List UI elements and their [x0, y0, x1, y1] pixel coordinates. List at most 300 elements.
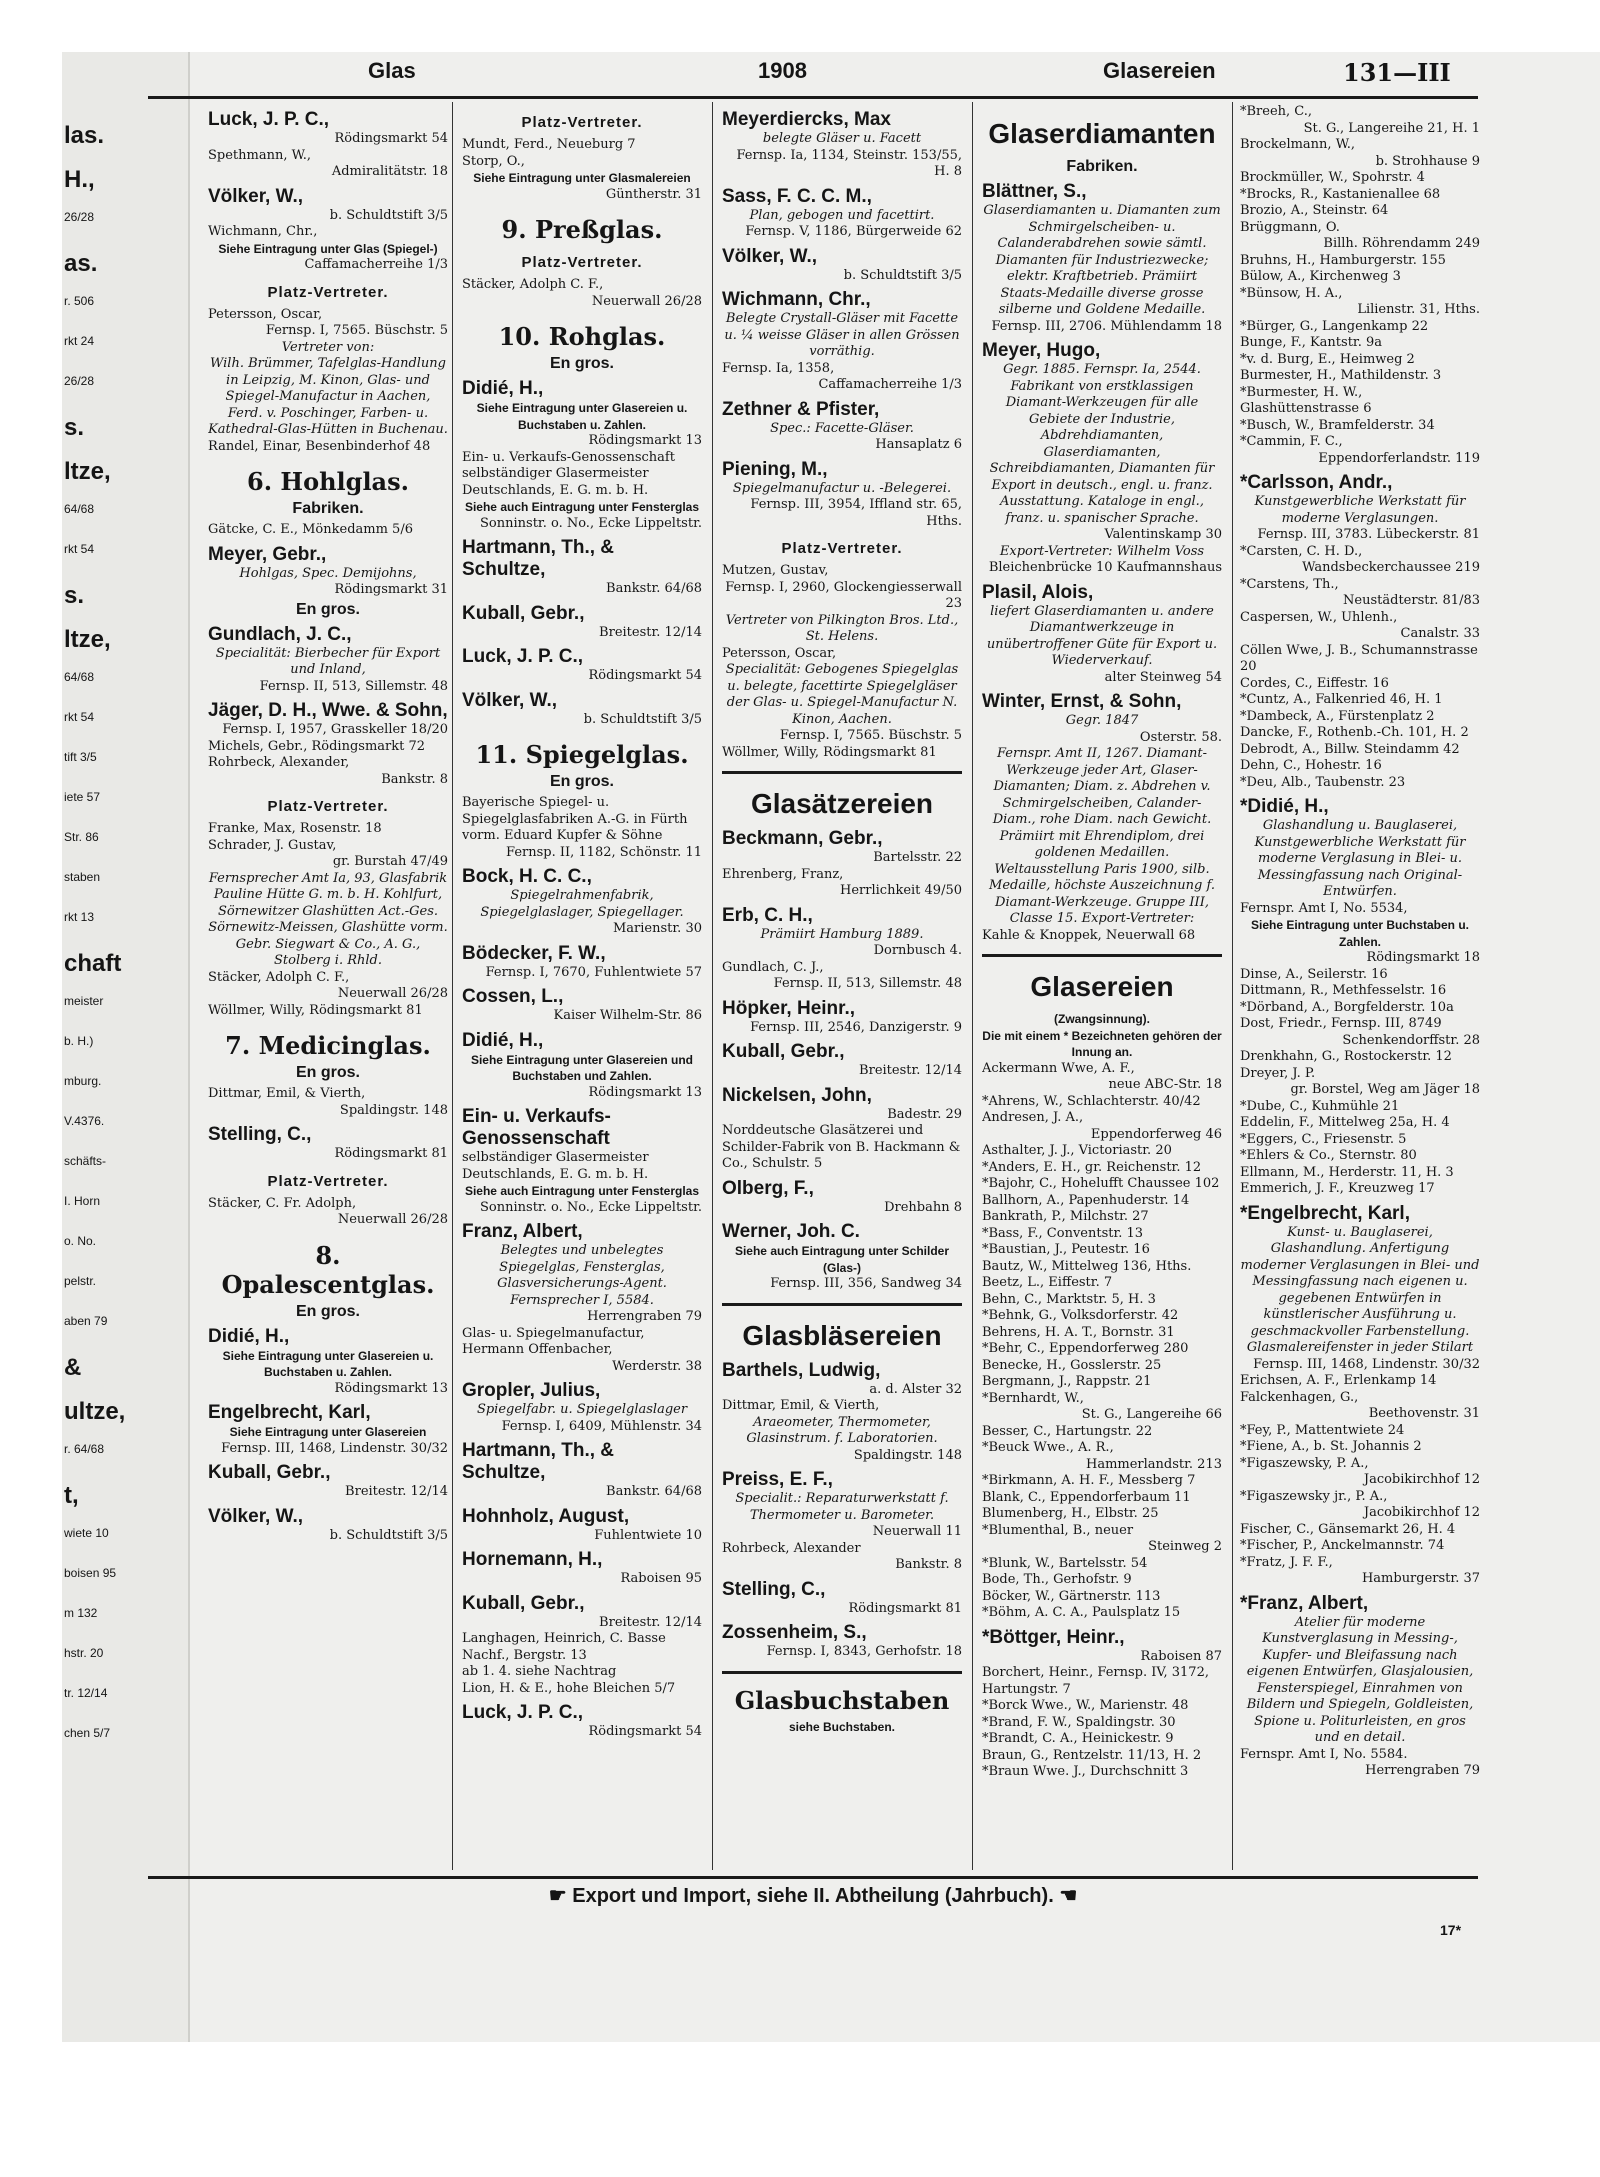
- entry-note: Siehe Eintragung unter Buchstaben u. Zahlen.: [1250, 918, 1470, 949]
- entry-text: *Burmester, H. W., Glashüttenstrasse 6: [1240, 384, 1372, 416]
- entry-address: Beethovenstr. 31: [1368, 1406, 1480, 1421]
- entry-address: Rödingsmarkt 81: [848, 1600, 962, 1616]
- entry-address: Fernsp. V, 1186, Bürgerweide 62: [745, 224, 962, 239]
- gutter-fragment: &: [64, 1354, 82, 1381]
- entry-text: Ein- u. Verkaufs-Genossenschaft selbständiger Glasermeister Deutschlands, E. G. m. b. H.: [462, 449, 675, 498]
- gutter-fragment: meister: [64, 994, 104, 1008]
- entry-text: Eddelin, F., Mittelweg 25a, H. 4: [1240, 1115, 1450, 1130]
- entry-text: Emmerich, J. F., Kreuzweg 17: [1240, 1181, 1435, 1196]
- entry-text: *Carsten, C. H. D.,: [1240, 543, 1363, 559]
- entry-description: Vertreter von:: [281, 339, 375, 355]
- entry-address: Steinweg 2: [1148, 1539, 1222, 1554]
- entry-address: b. Schuldtstift 3/5: [583, 711, 702, 727]
- entry-text: Franke, Max, Rosenstr. 18: [208, 821, 382, 836]
- entry-address: Dornbusch 4.: [873, 943, 962, 958]
- entry-text: selbständiger Glasermeister Deutschlands, E. G. m. b. H.: [462, 1150, 649, 1182]
- entry-address: Badestr. 29: [887, 1106, 962, 1122]
- entry-text: Blank, C., Eppendorferbaum 11: [982, 1489, 1191, 1505]
- entry-note: Siehe Eintragung unter Glasereien und Buchstaben und Zahlen.: [470, 1052, 694, 1083]
- entry-text: Gätcke, C. E., Mönkedamm 5/6: [208, 522, 413, 537]
- gutter-fragment: iete 57: [64, 790, 101, 804]
- sub-heading: En gros.: [295, 1064, 360, 1081]
- entry-text: *Bernhardt, W.,: [982, 1390, 1084, 1406]
- gutter-fragment: schäfts-: [64, 1154, 107, 1168]
- entry-address: Fernsp. I, 1957, Grasskeller 18/20: [222, 722, 448, 737]
- entry-text: Brüggmann, O.: [1240, 219, 1340, 235]
- gutter-fragment: 64/68: [64, 502, 95, 516]
- entry-name: Wichmann, Chr.,: [722, 289, 871, 310]
- entry-name: Kuball, Gebr.,: [722, 1041, 845, 1062]
- entry-note: Siehe auch Eintragung unter Schilder (Glas-): [734, 1244, 950, 1275]
- entry-name: Blättner, S.,: [982, 181, 1087, 202]
- entry-text: Ehrenberg, Franz,: [722, 866, 844, 882]
- entry-text: Erichsen, A. F., Erlenkamp 14: [1240, 1373, 1437, 1388]
- entry-text: Fernspr. Amt I, No. 5584.: [1240, 1746, 1408, 1762]
- entry-address: Admiralitätstr. 18: [331, 164, 448, 179]
- entry-description: Spiegelrahmenfabrik, Spiegelglaslager, Spiegellager.: [480, 888, 684, 920]
- entry-address: Caffamacherreihe 1/3: [818, 377, 962, 392]
- entry-note: Siehe Eintragung unter Glasereien u. Buchstaben u. Zahlen.: [476, 401, 688, 432]
- gutter-fragment: V.4376.: [64, 1114, 105, 1128]
- entry-text: Brockelmann, W.,: [1240, 137, 1356, 152]
- entry-description: Kunstgewerbliche Werkstatt für moderne Verglasungen.: [1254, 494, 1466, 526]
- entry-name: Völker, W.,: [462, 689, 558, 711]
- section-heading: Platz-Vertreter.: [267, 798, 389, 815]
- entry-name: Bödecker, F. W.,: [462, 942, 606, 964]
- entry-text: Dreyer, J. P.: [1240, 1065, 1316, 1081]
- gutter-fragment: as.: [64, 250, 98, 277]
- entry-name: Piening, M.,: [722, 458, 828, 480]
- entry-address: Raboisen 95: [620, 1571, 702, 1586]
- entry-text: Beetz, L., Eiffestr. 7: [982, 1275, 1113, 1290]
- entry-text: Norddeutsche Glasätzerei und Schilder-Fabrik von B. Hackmann & Co., Schulstr. 5: [722, 1123, 961, 1171]
- section-title: Glasätzereien: [750, 788, 934, 819]
- entry-address: Bleichenbrücke 10 Kaufmannshaus: [988, 560, 1222, 575]
- entry-text: Ballhorn, A., Papenhuderstr. 14: [982, 1192, 1190, 1208]
- entry-text: Stäcker, C. Fr. Adolph,: [208, 1195, 357, 1211]
- entry-address: Bankstr. 8: [895, 1557, 962, 1572]
- gutter-fragment: b. H.): [64, 1034, 94, 1048]
- entry-text: Stäcker, Adolph C. F.,: [462, 277, 604, 292]
- entry-text: Behrens, H. A. T., Bornstr. 31: [982, 1324, 1175, 1340]
- entry-text: *Braun Wwe. J., Durchschnitt 3: [982, 1764, 1189, 1779]
- entry-address: Rödingsmarkt 31: [334, 582, 448, 597]
- entry-text: Glas- u. Spiegelmanufactur, Hermann Offenbacher,: [462, 1325, 645, 1357]
- entry-text: ab 1. 4. siehe Nachtrag: [462, 1664, 617, 1679]
- entry-address: Wandsbeckerchaussee 219: [1302, 560, 1480, 575]
- entry-address: Herrengraben 79: [587, 1309, 702, 1324]
- entry-address: b. Schuldtstift 3/5: [843, 267, 962, 283]
- entry-text: Rohrbeck, Alexander: [722, 1540, 861, 1556]
- column-divider: [972, 102, 973, 1870]
- entry-address: Hammerlandstr. 213: [1085, 1456, 1222, 1472]
- entry-address: Fernsp. III, 2706. Mühlendamm 18: [991, 318, 1222, 334]
- entry-text: *Fey, P., Mattentwiete 24: [1240, 1422, 1405, 1438]
- gutter-fragment: boisen 95: [64, 1566, 117, 1580]
- entry-text: Storp, O.,: [462, 153, 525, 169]
- entry-name: Kuball, Gebr.,: [208, 1462, 331, 1483]
- header-page: 131—III: [1343, 58, 1451, 87]
- section-title: Glasereien: [1030, 971, 1174, 1002]
- entry-description: Kunst- u. Bauglaserei, Glashandlung. Anfertigung moderner Verglasungen in Blei- und Messingfassung nach eigenen u. gegebenen Entwürfen in künstlerischer Ausführung u. geschmackvoller Farbenstellung. Glasmalereifenster in jeder Stilart: [1240, 1224, 1480, 1355]
- entry-text: Bayerische Spiegel- u. Spiegelglasfabriken A.-G. in Fürth vorm. Eduard Kupfer & Söhne: [462, 795, 688, 843]
- entry-text: *Fischer, P., Anckelmannstr. 74: [1240, 1538, 1445, 1553]
- entry-text: *Deu, Alb., Taubenstr. 23: [1240, 774, 1406, 790]
- entry-name: *Didié, H.,: [1240, 796, 1329, 817]
- entry-text: Petersson, Oscar,: [722, 645, 837, 661]
- gutter-fragment: chen 5/7: [64, 1726, 111, 1740]
- entry-address: Jacobikirchhof 12: [1363, 1472, 1480, 1487]
- entry-text: *Blumenthal, B., neuer: [982, 1522, 1134, 1538]
- entry-text: *Beuck Wwe., A. R.,: [982, 1440, 1114, 1455]
- entry-text: Lion, H. & E., hohe Bleichen 5/7: [462, 1680, 676, 1696]
- gutter-fragment: las.: [64, 122, 105, 149]
- entry-address: Fernsp. Ia, 1134, Steinstr. 153/55, H. 8: [736, 147, 962, 179]
- entry-address: a. d. Alster 32: [869, 1381, 962, 1397]
- entry-address: Billh. Röhrendamm 249: [1323, 236, 1480, 251]
- gutter-fragment: 26/28: [64, 210, 95, 224]
- sub-heading: Fabriken.: [292, 500, 364, 517]
- sub-heading: Fabriken.: [1066, 158, 1138, 175]
- entry-text: *Figaszewsky jr., P. A.,: [1240, 1488, 1388, 1504]
- entry-text: *Cuntz, A., Falkenried 46, H. 1: [1240, 692, 1443, 707]
- entry-text: *Fiene, A., b. St. Johannis 2: [1240, 1439, 1422, 1454]
- entry-address: Neuerwall 26/28: [591, 293, 702, 309]
- entry-description: Fernsprecher Amt Ia, 93, Glasfabrik Pauline Hütte G. m. b. H. Kohlfurt, Sörnewitzer Glashütten Act.-Ges. Sörnewitz-Meissen, Glashütte vorm. Gebr. Siegwart & Co., A. G., Stolberg i. Rhld.: [208, 870, 448, 968]
- entry-note: (Zwangsinnung).: [1054, 1012, 1150, 1026]
- gutter-fragment: I. Horn: [64, 1194, 101, 1208]
- entry-name: Luck, J. P. C.,: [462, 1702, 584, 1723]
- entry-address: Rödingsmarkt 54: [588, 668, 702, 683]
- header-left: Glas: [368, 58, 416, 83]
- entry-text: Benecke, H., Gosslerstr. 25: [982, 1357, 1162, 1373]
- entry-address: Rödingsmarkt 13: [334, 1380, 448, 1396]
- entry-address: Fernsp. I, 7565. Büschstr. 5: [265, 323, 448, 338]
- section-heading: Platz-Vertreter.: [267, 283, 389, 301]
- entry-name: Olberg, F.,: [722, 1177, 814, 1199]
- entry-text: *Bass, F., Conventstr. 13: [982, 1225, 1144, 1241]
- entry-address: Canalstr. 33: [1400, 626, 1480, 641]
- footer-rule: [148, 1876, 1478, 1879]
- entry-text: Cordes, C., Eiffestr. 16: [1240, 675, 1389, 691]
- entry-name: Plasil, Alois,: [982, 581, 1094, 603]
- entry-address: Breitestr. 12/14: [859, 1063, 962, 1078]
- gutter-fragment: s.: [64, 414, 85, 441]
- page-number: 17*: [1440, 1922, 1462, 1938]
- entry-text: Schrader, J. Gustav,: [208, 837, 337, 853]
- column-1: [208, 104, 448, 1870]
- entry-address: alter Steinweg 54: [1104, 669, 1222, 685]
- entry-text: *Bürger, G., Langenkamp 22: [1240, 318, 1429, 334]
- entry-text: *Breeh, C.,: [1240, 104, 1313, 119]
- entry-address: gr. Borstel, Weg am Jäger 18: [1290, 1082, 1480, 1097]
- entry-text: *Ehlers & Co., Sternstr. 80: [1240, 1148, 1417, 1163]
- entry-text: Dinse, A., Seilerstr. 16: [1240, 966, 1388, 982]
- entry-address: Fernsp. III, 356, Sandweg 34: [770, 1276, 962, 1291]
- entry-text: Michels, Gebr., Rödingsmarkt 72: [208, 738, 426, 754]
- sub-heading: En gros.: [549, 355, 614, 372]
- entry-description: Glaserdiamanten u. Diamanten zum Schmirgelscheiben- u. Calanderabdrehen sowie sämtl. Diamanten für Industriezwecke; elektr. Kraftbetrieb. Prämiirt Staats-Medaille diverse grosse silberne und Goldene Medaille.: [983, 203, 1221, 317]
- entry-name: Didié, H.,: [208, 1325, 290, 1347]
- entry-name: Meyerdiercks, Max: [722, 109, 891, 130]
- entry-address: Bartelsstr. 22: [873, 850, 962, 865]
- entry-name: Kuball, Gebr.,: [462, 602, 585, 624]
- entry-name: Ein- u. Verkaufs-Genossenschaft: [462, 1106, 611, 1149]
- entry-name: Nickelsen, John,: [722, 1084, 872, 1106]
- entry-text: Fernsp. Ia, 1358,: [722, 360, 835, 376]
- entry-address: Rödingsmarkt 54: [334, 131, 448, 146]
- entry-address: Eppendorferweg 46: [1090, 1126, 1222, 1142]
- entry-description: Araeometer, Thermometer, Glasinstrum. f. Laboratorien.: [746, 1414, 938, 1446]
- entry-name: Erb, C. H.,: [722, 904, 813, 926]
- entry-text: Asthalter, J. J., Victoriastr. 20: [982, 1143, 1172, 1158]
- gutter-fragment: 26/28: [64, 374, 95, 388]
- entry-description: Specialit.: Reparaturwerkstatt f. Thermometer u. Barometer.: [735, 1491, 949, 1523]
- entry-name: Zossenheim, S.,: [722, 1622, 867, 1643]
- entry-description: Hohlgas, Spec. Demijohns,: [239, 565, 417, 581]
- entry-address: Neuerwall 26/28: [337, 986, 448, 1001]
- entry-text: *Baustian, J., Peutestr. 16: [982, 1242, 1150, 1257]
- entry-text: Cöllen Wwe, J. B., Schumannstrasse 20: [1240, 642, 1478, 674]
- entry-text: *Brandt, C. A., Heinickestr. 9: [982, 1731, 1174, 1746]
- entry-text: Spethmann, W.,: [208, 147, 311, 163]
- entry-text: Ackermann Wwe, A. F.,: [982, 1060, 1135, 1076]
- gutter-fragment: pelstr.: [64, 1274, 97, 1288]
- entry-address: Bankstr. 64/68: [606, 1484, 702, 1499]
- gutter-fragment: t,: [64, 1482, 79, 1509]
- entry-text: *Carstens, Th.,: [1240, 576, 1339, 592]
- entry-name: Meyer, Hugo,: [982, 340, 1101, 361]
- entry-address: St. G., Langereihe 66: [1081, 1407, 1222, 1422]
- entry-address: Lilienstr. 31, Hths.: [1357, 302, 1480, 317]
- gutter-fragment: tr. 12/14: [64, 1686, 108, 1700]
- entry-note: Siehe Eintragung unter Glasmalereien: [473, 171, 691, 185]
- pointing-hand-icon: ☚: [1059, 1885, 1078, 1907]
- entry-text: *Dambeck, A., Fürstenplatz 2: [1240, 708, 1435, 724]
- gutter-fragment: chaft: [64, 950, 122, 977]
- footer-notice: [148, 1883, 1478, 1908]
- entry-description: Wilh. Brümmer, Tafelglas-Handlung in Leipzig, M. Kinon, Glas- und Spiegel-Manufactur in Aachen, Ferd. v. Poschinger, Farben- u. Kathedral-Glas-Hütten in Buchenau.: [208, 356, 448, 437]
- gutter-fragment: tift 3/5: [64, 750, 97, 764]
- entry-address: Breitestr. 12/14: [345, 1484, 448, 1499]
- entry-text: *Cammin, F. C.,: [1240, 434, 1343, 449]
- entry-note: Siehe Eintragung unter Glasereien: [229, 1425, 427, 1439]
- pointing-hand-icon: ☛: [548, 1885, 573, 1907]
- entry-name: *Franz, Albert,: [1240, 1592, 1369, 1614]
- gutter-fragment: rkt 13: [64, 910, 95, 924]
- category-heading: 11. Spiegelglas.: [475, 740, 689, 769]
- gutter-fragment: ultze,: [64, 1398, 126, 1425]
- entry-text: Böcker, W., Gärtnerstr. 113: [982, 1588, 1161, 1604]
- left-page-edge: [62, 52, 190, 2042]
- entry-address: Fernsp. I, 8343, Gerhofstr. 18: [766, 1644, 962, 1659]
- entry-text: Braun, G., Rentzelstr. 11/13, H. 2: [982, 1747, 1202, 1763]
- entry-description: Vertreter von Pilkington Bros. Ltd., St. Helens.: [725, 612, 959, 644]
- entry-description: Gegr. 1885. Fernspr. Ia, 2544. Fabrikant von erstklassigen Diamant-Werkzeugen für alle Gebiete der Industrie, Abdrehdiamanten, Glaserdiamanten, Schreibdiamanten, Diamanten für Export in deutsch., engl. u. franz. Ausstattung. Kataloge in engl., franz. u. spanischer Sprache.: [989, 362, 1215, 526]
- column-divider: [1232, 102, 1233, 1870]
- entry-description: Plan, gebogen und facettirt.: [749, 207, 935, 223]
- sub-heading: En gros.: [549, 773, 614, 790]
- entry-note: Siehe Eintragung unter Glasereien u. Buchstaben u. Zahlen.: [222, 1348, 434, 1379]
- gutter-fragment: mburg.: [64, 1074, 102, 1088]
- entry-text: Wöllmer, Willy, Rödingsmarkt 81: [722, 744, 937, 760]
- category-heading: 10. Rohglas.: [498, 322, 666, 351]
- entry-address: Rödingsmarkt 54: [588, 1724, 702, 1739]
- entry-name: Kuball, Gebr.,: [462, 1592, 585, 1614]
- entry-name: Zethner & Pfister,: [722, 398, 880, 420]
- footer-text: Export und Import, siehe II. Abtheilung (Jahrbuch).: [572, 1885, 1054, 1907]
- entry-address: Hansaplatz 6: [875, 437, 962, 452]
- entry-name: Barthels, Ludwig,: [722, 1359, 881, 1381]
- entry-name: Höpker, Heinr.,: [722, 997, 856, 1019]
- entry-description: Specialität: Gebogenes Spiegelglas u. belegte, facettirte Spiegelgläser der Glas- u. Spiegel-Manufactur N. Kinon, Aachen.: [725, 662, 959, 727]
- entry-text: Dehn, C., Hohestr. 16: [1240, 758, 1382, 773]
- section-heading: Platz-Vertreter.: [521, 114, 643, 131]
- entry-address: Neuerwall 26/28: [337, 1212, 448, 1227]
- entry-text: Rohrbeck, Alexander,: [208, 755, 350, 770]
- entry-address: Caffamacherreihe 1/3: [304, 257, 448, 272]
- entry-address: Fernsp. I, 7670, Fuhlentwiete 57: [485, 964, 702, 980]
- entry-name: Gropler, Julius,: [462, 1380, 601, 1401]
- entry-address: Fernsp. II, 513, Sillemstr. 48: [773, 976, 962, 991]
- gutter-fragment: H.,: [64, 166, 95, 193]
- entry-text: Bode, Th., Gerhofstr. 9: [982, 1572, 1132, 1587]
- entry-address: Bankstr. 8: [381, 771, 448, 787]
- entry-text: Randel, Einar, Besenbinderhof 48: [208, 438, 431, 454]
- entry-address: Fernsp. III, 1468, Lindenstr. 30/32: [1253, 1356, 1480, 1372]
- entry-text: Langhagen, Heinrich, C. Basse Nachf., Bergstr. 13: [462, 1631, 666, 1663]
- gutter-fragment: r. 506: [64, 294, 95, 308]
- entry-description: Specialität: Bierbecher für Export und Inland,: [215, 645, 441, 677]
- entry-address: Breitestr. 12/14: [599, 624, 702, 640]
- entry-text: Borchert, Heinr., Fernsp. IV, 3172, Hartungstr. 7: [982, 1665, 1209, 1697]
- entry-text: *v. d. Burg, E., Heimweg 2: [1240, 351, 1415, 367]
- entry-address: Fernsp. II, 1182, Schönstr. 11: [506, 844, 702, 860]
- category-heading: Glasbuchstaben: [734, 1685, 950, 1715]
- section-rule: [722, 1303, 962, 1306]
- entry-text: Bergmann, J., Rappstr. 21: [982, 1374, 1152, 1389]
- entry-address: Marienstr. 30: [613, 921, 702, 936]
- entry-text: Andresen, J. A.,: [982, 1110, 1084, 1125]
- entry-name: *Carlsson, Andr.,: [1240, 472, 1393, 493]
- entry-text: Wichmann, Chr.,: [208, 224, 318, 239]
- entry-text: *Busch, W., Bramfelderstr. 34: [1240, 417, 1435, 433]
- gutter-fragment: staben: [64, 870, 101, 884]
- entry-text: Dittmar, Emil, & Vierth,: [722, 1398, 880, 1413]
- entry-name: Didié, H.,: [462, 378, 544, 399]
- entry-address: Fernsp. I, 2960, Glockengiesserwall 23: [725, 579, 962, 611]
- gutter-fragment: o. No.: [64, 1234, 97, 1248]
- entry-text: Dancke, F., Rothenb.-Ch. 101, H. 2: [1240, 725, 1469, 740]
- entry-description: belegte Gläser u. Facett: [762, 131, 922, 146]
- entry-text: Falckenhagen, G.,: [1240, 1389, 1359, 1405]
- entry-note: Siehe Eintragung unter Glas (Spiegel-): [218, 241, 438, 256]
- header-rule: [148, 96, 1478, 99]
- sub-heading: En gros.: [295, 600, 360, 618]
- entry-text: Bunge, F., Kantstr. 9a: [1240, 335, 1382, 350]
- section-heading: Platz-Vertreter.: [521, 254, 643, 271]
- entry-address: Drehbahn 8: [884, 1199, 962, 1215]
- entry-text: *Dörband, A., Borgfelderstr. 10a: [1240, 999, 1454, 1015]
- entry-text: *Fratz, J. F. F.,: [1240, 1554, 1333, 1570]
- entry-address: Valentinskamp 30: [1104, 527, 1222, 542]
- entry-text: Bautz, W., Mittelweg 136, Hths.: [982, 1258, 1192, 1274]
- entry-text: Kahle & Knoppek, Neuerwall 68: [982, 927, 1196, 943]
- entry-address: Rödingsmarkt 18: [1366, 950, 1480, 965]
- entry-address: Fernsp. II, 513, Sillemstr. 48: [259, 678, 448, 694]
- running-header: [148, 58, 1478, 94]
- entry-address: Rödingsmarkt 13: [588, 1084, 702, 1100]
- entry-text: *Brocks, R., Kastanienallee 68: [1240, 186, 1441, 202]
- entry-text: *Eggers, C., Friesenstr. 5: [1240, 1131, 1407, 1147]
- entry-description: Belegtes und unbelegtes Spiegelglas, Fensterglas, Glasversicherungs-Agent. Fernsprecher I, 5584.: [497, 1243, 667, 1308]
- column-2: [462, 104, 702, 1870]
- entry-text: Caspersen, W., Uhlenh.,: [1240, 609, 1398, 625]
- entry-note: siehe Buchstaben.: [788, 1719, 896, 1734]
- entry-text: *Böhm, A. C. A., Paulsplatz 15: [982, 1605, 1181, 1620]
- entry-name: Jäger, D. H., Wwe. & Sohn,: [208, 700, 448, 721]
- entry-address: b. Schuldtstift 3/5: [329, 207, 448, 223]
- entry-name: Stelling, C.,: [208, 1124, 312, 1145]
- column-divider: [452, 102, 453, 1870]
- entry-name: Luck, J. P. C.,: [208, 109, 330, 130]
- entry-text: *Anders, E. H., gr. Reichenstr. 12: [982, 1159, 1202, 1175]
- entry-name: *Engelbrecht, Karl,: [1240, 1202, 1410, 1224]
- section-heading: Platz-Vertreter.: [267, 1172, 389, 1190]
- entry-address: Sonninstr. o. No., Ecke Lippeltstr.: [480, 1199, 702, 1215]
- header-year: 1908: [758, 58, 807, 83]
- entry-address: Kaiser Wilhelm-Str. 86: [553, 1008, 702, 1023]
- entry-address: neue ABC-Str. 18: [1108, 1077, 1222, 1092]
- entry-text: Petersson, Oscar,: [208, 306, 323, 322]
- gutter-fragment: rkt 54: [64, 710, 95, 724]
- entry-description: Spec.: Facette-Gläser.: [770, 420, 914, 436]
- entry-text: Mundt, Ferd., Neueburg 7: [462, 137, 636, 152]
- entry-address: Sonninstr. o. No., Ecke Lippeltstr.: [480, 515, 702, 531]
- entry-name: Winter, Ernst, & Sohn,: [982, 691, 1182, 712]
- entry-address: gr. Burstah 47/49: [332, 854, 448, 869]
- section-title: Glaserdiamanten: [988, 118, 1216, 149]
- entry-text: Dittmar, Emil, & Vierth,: [208, 1086, 366, 1101]
- entry-address: Neuerwall 11: [872, 1524, 962, 1539]
- entry-description: Fernspr. Amt II, 1267. Diamant-Werkzeuge jeder Art, Glaser-Diamanten; Diam. z. Abdrehen v. Schmirgelscheiben, Calander-Diam., rohe Diam. nach Gewicht. Prämiirt mit Ehrendiplom, drei goldenen Medaillen. Weltausstellung Paris 1900, silb. Medaille, höchste Auszeichnung f. Diamant-Werkzeuge. Gruppe III, Classe 15. Export-Vertreter:: [989, 746, 1215, 926]
- entry-text: Behn, C., Marktstr. 5, H. 3: [982, 1291, 1156, 1307]
- gutter-fragment: ltze,: [64, 458, 111, 485]
- entry-name: Stelling, C.,: [722, 1578, 826, 1600]
- column-3: [722, 104, 962, 1870]
- entry-name: Hartmann, Th., & Schultze,: [462, 1440, 615, 1483]
- entry-text: *Birkmann, A. H. F., Messberg 7: [982, 1473, 1196, 1488]
- entry-address: Schenkendorffstr. 28: [1342, 1032, 1480, 1048]
- gutter-fragment: hstr. 20: [64, 1646, 104, 1660]
- entry-note: Siehe auch Eintragung unter Fensterglas: [464, 1184, 700, 1198]
- gutter-fragment: aben 79: [64, 1314, 108, 1328]
- entry-address: Fernsp. III, 3783. Lübeckerstr. 81: [1257, 527, 1480, 542]
- entry-text: *Bajohr, C., Hohelufft Chaussee 102: [982, 1176, 1220, 1191]
- entry-description: Atelier für moderne Kunstverglasung in Messing-, Kupfer- und Bleifassung nach eigenen Entwürfen, Glasjalousien, Fensterspiegel, Einrahmen von Bildern und Spiegeln, Goldleisten, Spione u. Politurleisten, en gros und en detail.: [1246, 1614, 1474, 1745]
- entry-name: Sass, F. C. C. M.,: [722, 185, 872, 207]
- entry-description: Gegr. 1847: [1065, 713, 1139, 728]
- entry-description: liefert Glaserdiamanten u. andere Diamantwerkzeuge in unübertroffener Güte für Export u. Wiederverkauf.: [986, 603, 1218, 668]
- entry-name: Didié, H.,: [462, 1029, 544, 1051]
- gutter-fragment: s.: [64, 582, 85, 609]
- entry-note: Die mit einem * Bezeichneten gehören der Innung an.: [982, 1028, 1222, 1059]
- entry-description: Prämiirt Hamburg 1889.: [760, 926, 924, 942]
- entry-text: Besser, C., Hartungstr. 22: [982, 1423, 1153, 1439]
- entry-description: Glashandlung u. Bauglaserei, Kunstgewerbliche Werkstatt für moderne Verglasung in Blei- u. Messingfassung nach Original-Entwürfen.: [1254, 818, 1466, 899]
- entry-text: Dost, Friedr., Fernsp. III, 8749: [1240, 1016, 1442, 1031]
- entry-name: Engelbrecht, Karl,: [208, 1402, 371, 1423]
